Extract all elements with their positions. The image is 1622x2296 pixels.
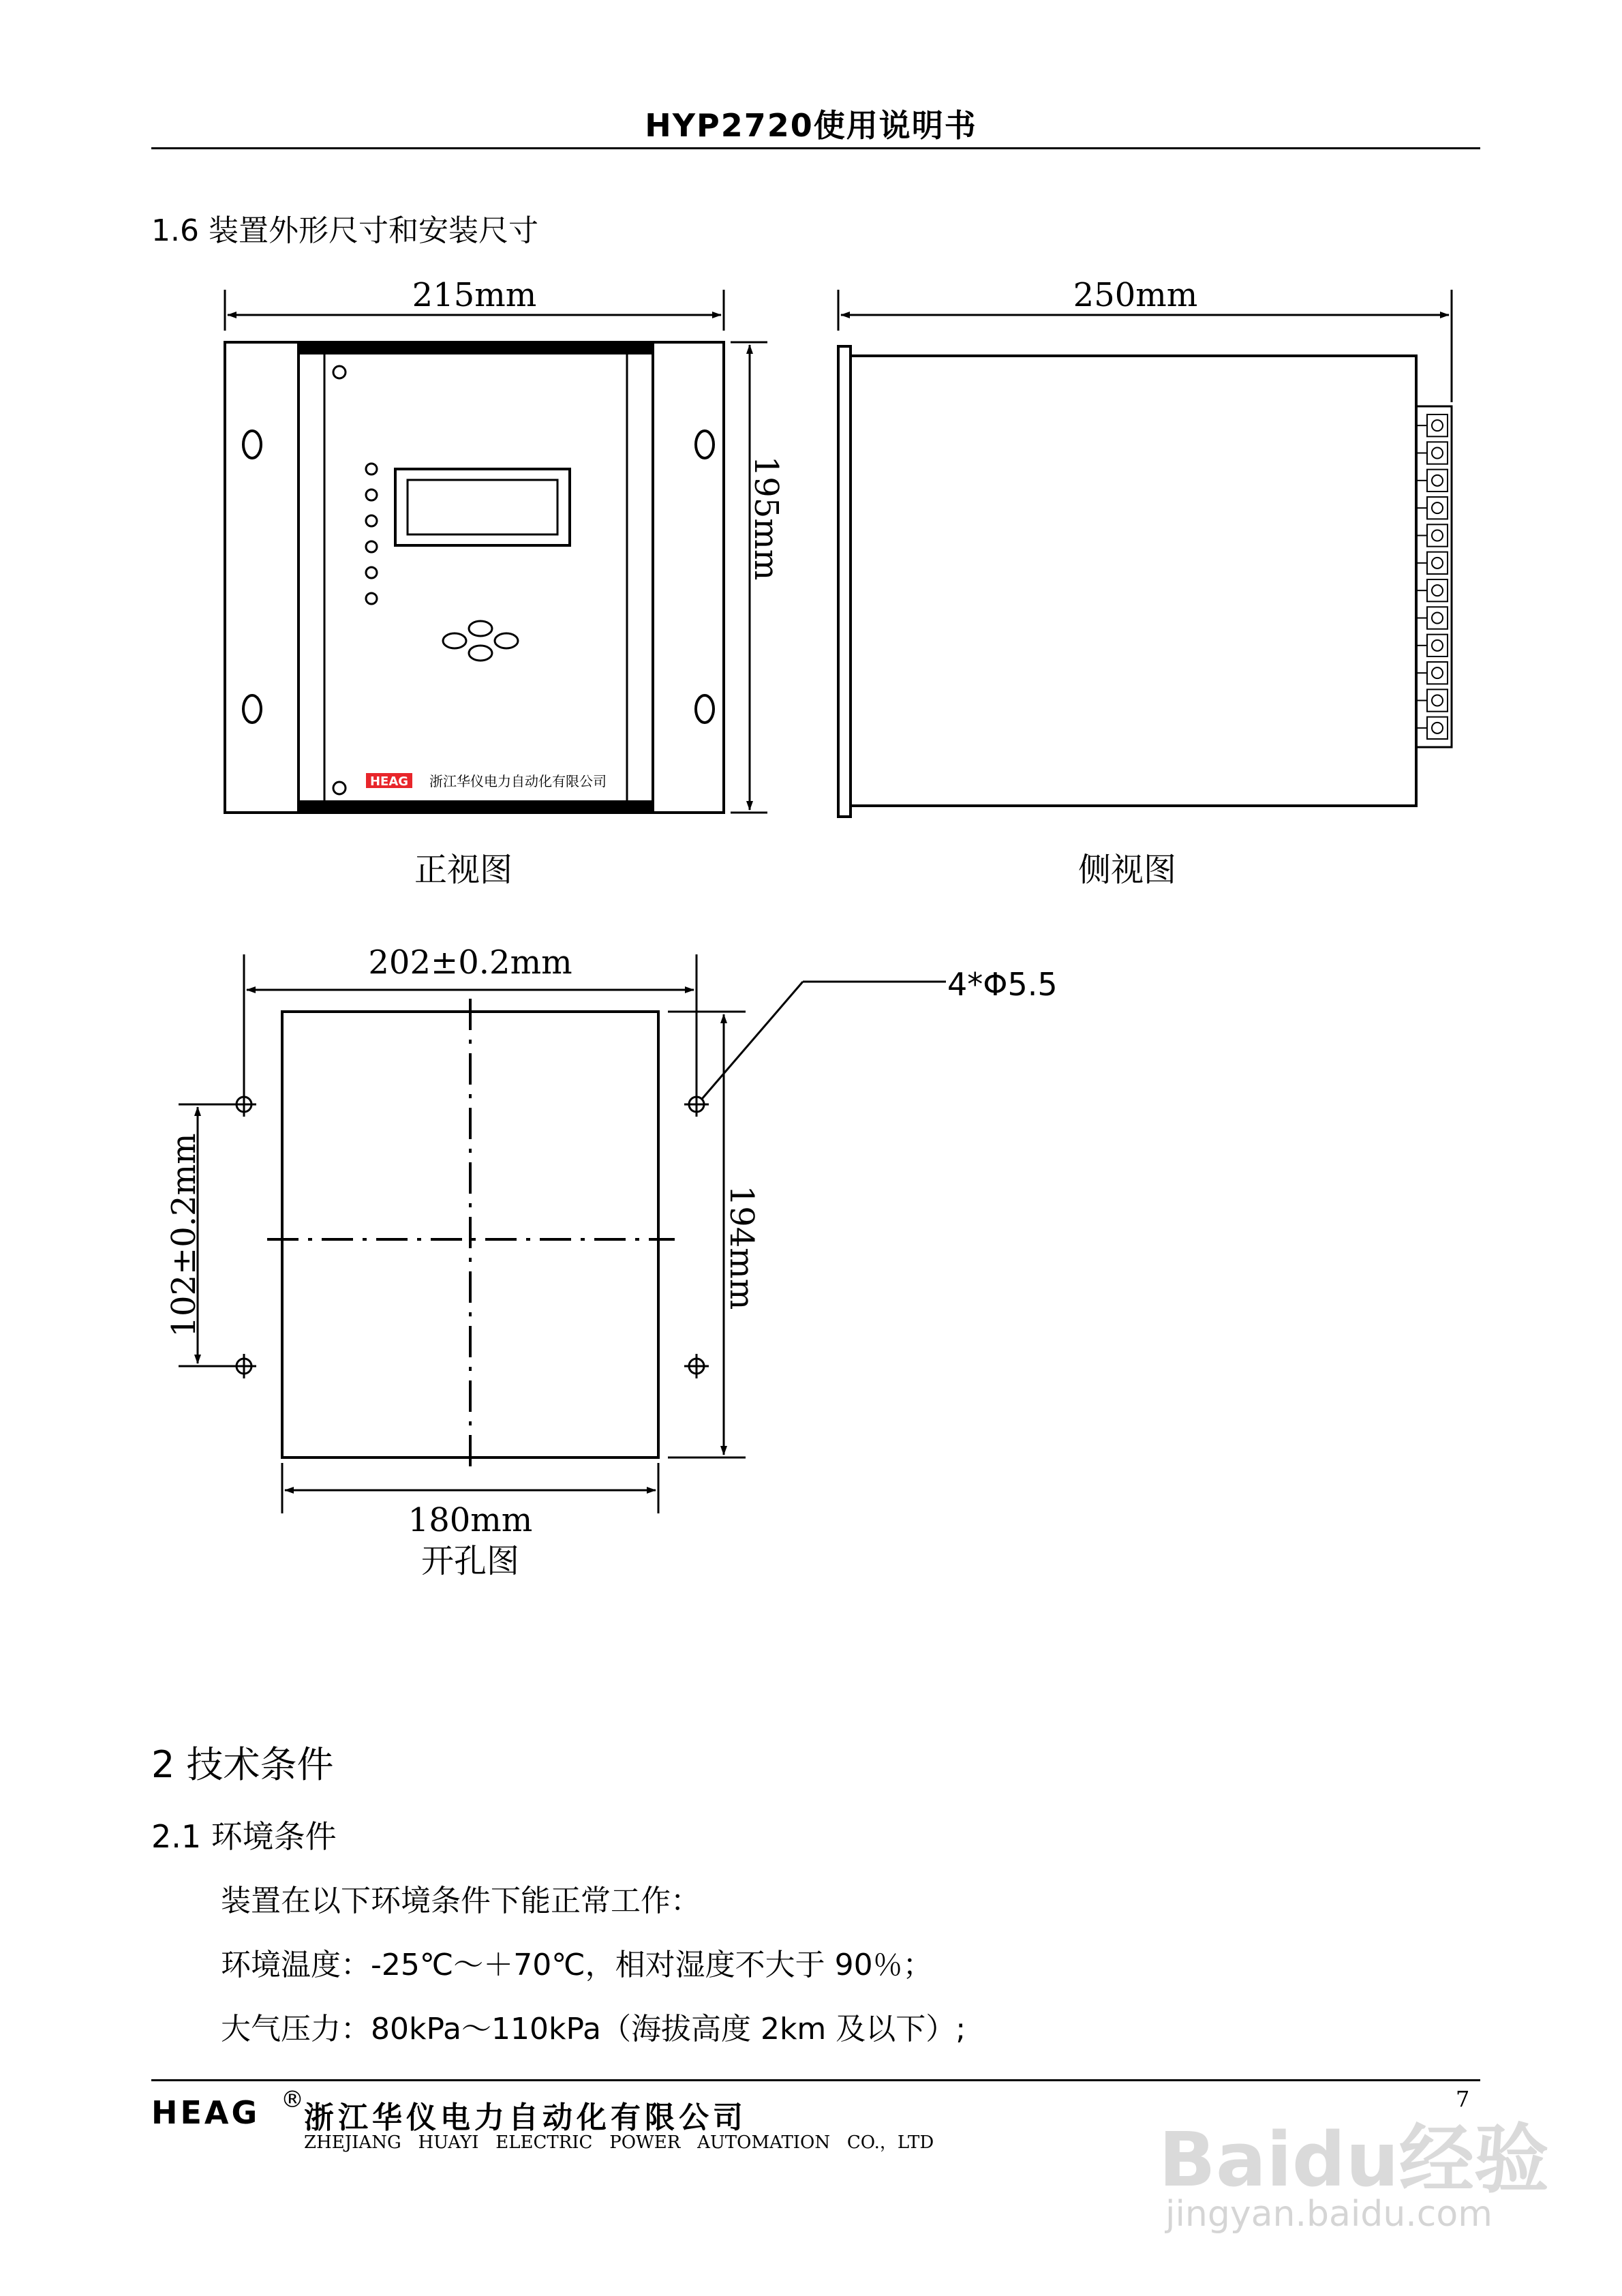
cutout-hole-spacing-label: 202±0.2mm	[368, 943, 572, 982]
front-logo-text: HEAG	[369, 774, 409, 789]
cutout-height-label: 194mm	[722, 1185, 761, 1310]
terminal-screw	[1432, 558, 1443, 569]
terminal	[1427, 524, 1448, 546]
terminal	[1427, 717, 1448, 739]
watermark-url: jingyan.baidu.com	[1165, 2194, 1493, 2235]
paragraph-line: 环境温度：-25℃～＋70℃，相对湿度不大于 90％；	[221, 1948, 933, 1982]
terminal-screw	[1432, 667, 1443, 678]
section-2-title: 2 技术条件	[151, 1743, 334, 1786]
side-view	[838, 290, 1452, 817]
terminal	[1427, 579, 1448, 601]
terminal	[1427, 470, 1448, 492]
page-number: 7	[1456, 2086, 1470, 2112]
terminal	[1427, 635, 1448, 656]
front-view-caption: 正视图	[414, 851, 513, 889]
cutout-view	[179, 954, 946, 1513]
cutout-vertical-hole-label: 102±0.2mm	[165, 1133, 203, 1338]
document-header-title: HYP2720使用说明书	[645, 107, 977, 144]
footer-company-cn: 浙江华仪电力自动化有限公司	[304, 2100, 747, 2135]
terminal-screw	[1432, 502, 1443, 513]
terminal	[1427, 689, 1448, 711]
section-2-1-title: 2.1 环境条件	[151, 1818, 337, 1855]
registered-mark: ®	[281, 2086, 304, 2113]
terminal	[1427, 662, 1448, 684]
terminal-screw	[1432, 640, 1443, 651]
side-view-caption: 侧视图	[1077, 851, 1177, 889]
terminal-screw	[1432, 695, 1443, 706]
terminal	[1427, 552, 1448, 574]
side-depth-label: 250mm	[1073, 276, 1198, 314]
paragraph-line: 大气压力：80kPa～110kPa（海拔高度 2km 及以下）;	[221, 2012, 966, 2046]
hole-note-label: 4*Φ5.5	[947, 966, 1058, 1003]
front-view	[225, 290, 767, 813]
terminal-screw	[1432, 475, 1443, 486]
terminal-screw	[1432, 420, 1443, 431]
terminal-screw	[1432, 530, 1443, 541]
section-1-6-title: 1.6 装置外形尺寸和安装尺寸	[151, 213, 538, 248]
watermark-brand: Baidu经验	[1159, 2116, 1549, 2203]
terminal-screw	[1432, 723, 1443, 734]
footer-rule	[151, 2079, 1480, 2081]
terminal-block	[1418, 414, 1448, 739]
terminal	[1427, 414, 1448, 436]
front-height-label: 195mm	[747, 455, 785, 581]
terminal	[1427, 442, 1448, 464]
terminal-screw	[1432, 585, 1443, 596]
paragraph-line: 装置在以下环境条件下能正常工作：	[221, 1884, 701, 1918]
cutout-caption: 开孔图	[420, 1542, 520, 1580]
terminal	[1427, 607, 1448, 629]
front-company-label: 浙江华仪电力自动化有限公司	[429, 773, 607, 789]
terminal-screw	[1432, 613, 1443, 624]
footer-logo: HEAG	[151, 2094, 260, 2131]
cutout-width-label: 180mm	[408, 1501, 533, 1539]
footer-company-en: ZHEJIANG HUAYI ELECTRIC POWER AUTOMATION CO.，LTD	[304, 2132, 934, 2153]
front-width-label: 215mm	[412, 276, 537, 314]
terminal-screw	[1432, 448, 1443, 459]
terminal	[1427, 497, 1448, 519]
